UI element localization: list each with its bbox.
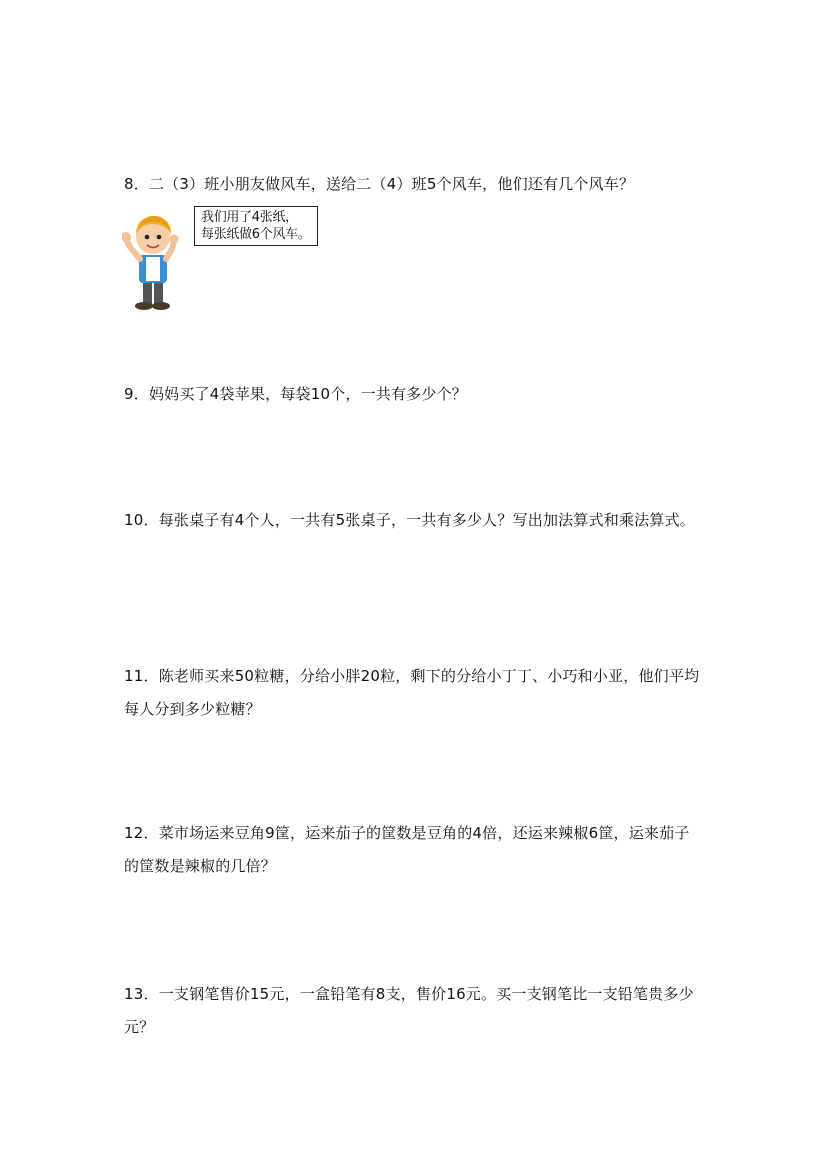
question-text: 菜市场运来豆角9筐，运来茄子的筐数是豆角的4倍，还运来辣椒6筐，运来茄子的筐数是辣椒的几倍？ [124, 824, 690, 875]
question-9 [124, 378, 704, 411]
speech-bubble [194, 206, 318, 246]
question-number: 9． [124, 385, 149, 403]
question-text: 陈老师买来50粒糖，分给小胖20粒，剩下的分给小丁丁、小巧和小亚，他们平均每人分到多少粒糖？ [124, 667, 700, 718]
question-number: 12． [124, 824, 159, 842]
speech-line-2: 每张纸做6个风车。 [201, 227, 311, 242]
boy-waving-icon [122, 209, 198, 311]
question-12 [124, 817, 704, 883]
question-number: 13． [124, 985, 159, 1003]
question-13 [124, 978, 704, 1044]
question-text: 一支钢笔售价15元，一盒铅笔有8支，售价16元。买一支钢笔比一支铅笔贵多少元？ [124, 985, 694, 1036]
question-text: 二（3）班小朋友做风车，送给二（4）班5个风车，他们还有几个风车？ [148, 175, 635, 193]
question-8-illustration [122, 205, 322, 310]
speech-line-1: 我们用了4张纸， [201, 210, 298, 225]
question-number: 11． [124, 667, 159, 685]
question-number: 8． [124, 175, 149, 193]
question-11 [124, 660, 704, 726]
question-text: 妈妈买了4袋苹果，每袋10个，一共有多少个？ [148, 385, 467, 403]
question-8 [124, 168, 704, 201]
question-10 [124, 504, 704, 537]
question-text: 每张桌子有4个人，一共有5张桌子，一共有多少人？写出加法算式和乘法算式。 [158, 511, 695, 529]
question-number: 10． [124, 511, 159, 529]
